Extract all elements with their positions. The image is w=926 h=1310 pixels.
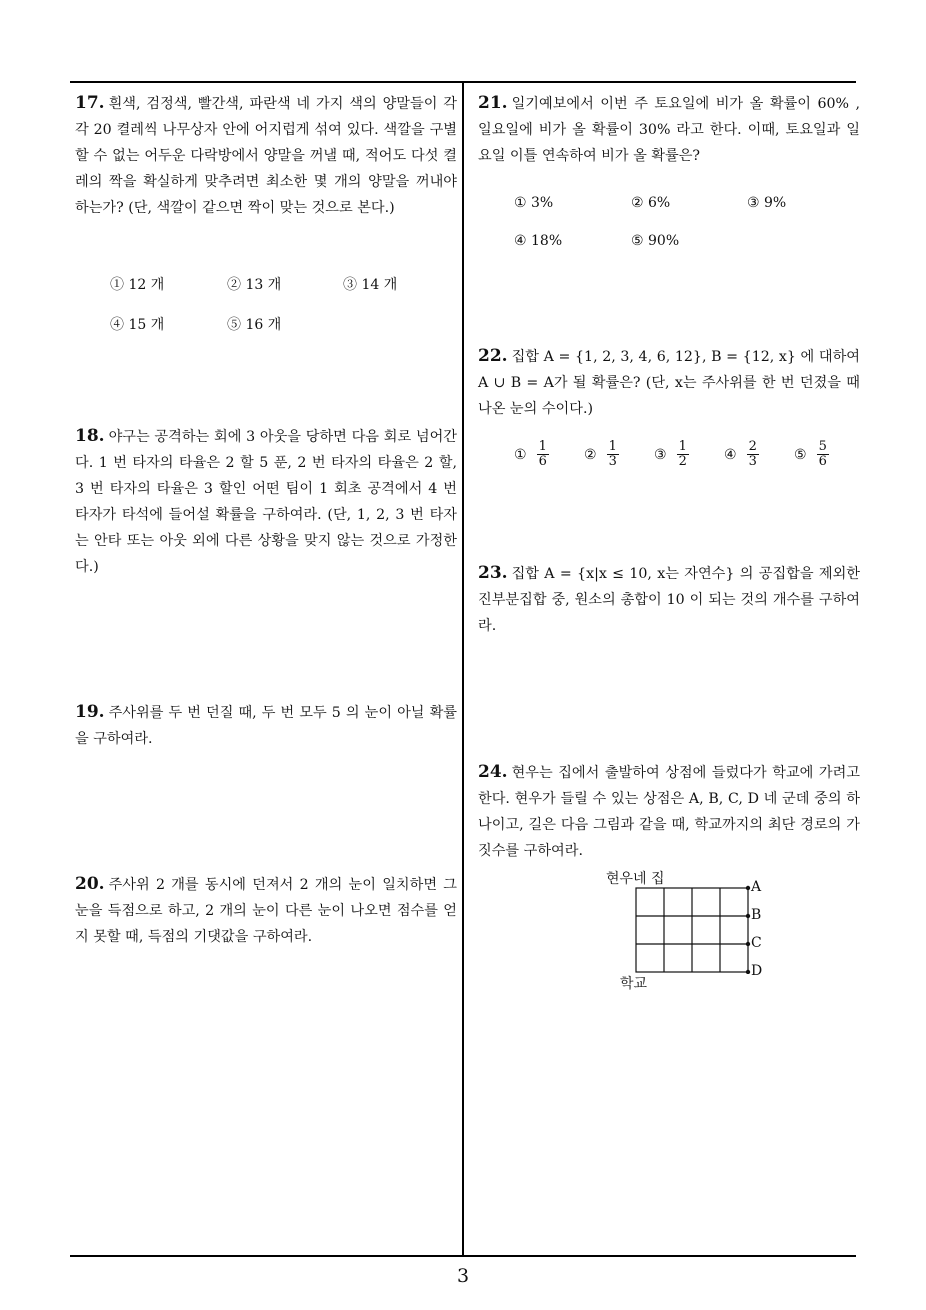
question-text: 현우는 집에서 출발하여 상점에 들렀다가 학교에 가려고 한다. 현우가 들릴 수 있는 상점은 A, B, C, D 네 군데 중의 하나이고, 길은 다음 그림과 같을 때, 학교까지의 최단 경로의 가짓수를 구하여라. <box>478 765 860 859</box>
choice-mark: ① <box>514 446 527 463</box>
numerator: 5 <box>818 439 827 454</box>
choice-5[interactable] <box>794 440 829 469</box>
store-c-label: C <box>751 935 762 951</box>
home-label: 현우네 집 <box>606 871 665 887</box>
question-number: 18. <box>75 426 105 446</box>
question-number: 22. <box>478 346 508 366</box>
choice-3[interactable]: ③ 9% <box>747 195 787 211</box>
question-text: 주사위 2 개를 동시에 던져서 2 개의 눈이 일치하면 그 눈을 득점으로 하고, 2 개의 눈이 다른 눈이 나오면 점수를 얻지 못할 때, 득점의 기댓값을 구하여라. <box>75 877 457 945</box>
question-number: 17. <box>75 93 105 113</box>
choice-mark: ④ <box>724 446 737 463</box>
denominator: 6 <box>538 454 547 469</box>
choice-4[interactable]: ④ 15 개 <box>110 317 165 333</box>
question-number: 19. <box>75 702 105 722</box>
choice-5[interactable]: ⑤ 90% <box>631 233 680 249</box>
denominator: 6 <box>818 454 827 469</box>
question-number: 23. <box>478 563 508 583</box>
choice-1[interactable]: ① 3% <box>514 195 554 211</box>
question-number: 20. <box>75 874 105 894</box>
question-number: 21. <box>478 93 508 113</box>
store-b-label: B <box>751 907 762 923</box>
choice-mark: ③ <box>654 446 667 463</box>
question-22 <box>478 343 860 422</box>
question-20 <box>75 871 457 950</box>
choice-1[interactable] <box>514 440 549 469</box>
numerator: 2 <box>748 439 757 454</box>
denominator: 3 <box>608 454 617 469</box>
question-19 <box>75 699 457 752</box>
fraction <box>537 440 549 469</box>
question-text: 야구는 공격하는 회에 3 아웃을 당하면 다음 회로 넘어간다. 1 번 타자의 타율은 2 할 5 푼, 2 번 타자의 타율은 2 할, 3 번 타자의 타율은 3 할인 어떤 팀이 1 회초 공격에서 4 번 타자가 타석에 들어설 확률을 구하여라. (단, 1, 2, 3 번 타자는 안타 또는 아웃 외에 다른 상황을 맞지 않는 것으로 가정한다.) <box>75 429 457 575</box>
fraction <box>607 440 619 469</box>
fraction <box>817 440 829 469</box>
choice-1[interactable]: ① 12 개 <box>110 277 165 293</box>
grid-svg <box>630 882 760 974</box>
store-d-label: D <box>751 963 763 979</box>
numerator: 1 <box>678 439 687 454</box>
question-23 <box>478 560 860 639</box>
denominator: 2 <box>678 454 687 469</box>
choice-5[interactable]: ⑤ 16 개 <box>227 317 282 333</box>
school-label: 학교 <box>620 976 648 992</box>
column-divider <box>462 82 464 1256</box>
question-text: 집합 A = {x|x ≤ 10, x는 자연수} 의 공집합을 제외한 진부분집합 중, 원소의 총합이 10 이 되는 것의 개수를 구하여라. <box>478 566 860 634</box>
store-b-point <box>746 914 750 918</box>
choice-mark: ② <box>584 446 597 463</box>
denominator: 3 <box>748 454 757 469</box>
question-21 <box>478 90 860 169</box>
choice-2[interactable]: ② 13 개 <box>227 277 282 293</box>
choice-3[interactable] <box>654 440 689 469</box>
fraction <box>677 440 689 469</box>
question-text: 흰색, 검정색, 빨간색, 파란색 네 가지 색의 양말들이 각각 20 켤레씩 나무상자 안에 어지럽게 섞여 있다. 색깔을 구별할 수 없는 어두운 다락방에서 양말을 꺼낼 때, 적어도 다섯 켤레의 짝을 확실하게 맞추려면 최소한 몇 개의 양말을 꺼내야 하는가? (단, 색깔이 같으면 짝이 맞는 것으로 본다.) <box>75 96 457 216</box>
numerator: 1 <box>608 439 617 454</box>
bottom-rule <box>70 1255 856 1257</box>
store-a-label: A <box>751 879 762 895</box>
store-a-point <box>746 886 750 890</box>
question-24 <box>478 759 860 864</box>
choice-3[interactable]: ③ 14 개 <box>343 277 398 293</box>
choice-4[interactable] <box>724 440 759 469</box>
choice-4[interactable]: ④ 18% <box>514 233 563 249</box>
numerator: 1 <box>538 439 547 454</box>
store-d-point <box>746 970 750 974</box>
question-number: 24. <box>478 762 508 782</box>
grid-lines <box>636 888 748 972</box>
choice-2[interactable] <box>584 440 619 469</box>
question-text: 집합 A = {1, 2, 3, 4, 6, 12}, B = {12, x} 에 대하여 A ∪ B = A가 될 확률은? (단, x는 주사위를 한 번 던졌을 때 나온 눈의 수이다.) <box>478 349 860 417</box>
question-text: 일기예보에서 이번 주 토요일에 비가 올 확률이 60% , 일요일에 비가 올 확률이 30% 라고 한다. 이때, 토요일과 일요일 이틀 연속하여 비가 올 확률은? <box>478 96 860 164</box>
question-17 <box>75 90 457 221</box>
fraction <box>747 440 759 469</box>
store-c-point <box>746 942 750 946</box>
question-text: 주사위를 두 번 던질 때, 두 번 모두 5 의 눈이 아닐 확률을 구하여라. <box>75 705 457 747</box>
choice-mark: ⑤ <box>794 446 807 463</box>
page-number: 3 <box>456 1265 470 1287</box>
question-18 <box>75 423 457 580</box>
choice-2[interactable]: ② 6% <box>631 195 671 211</box>
